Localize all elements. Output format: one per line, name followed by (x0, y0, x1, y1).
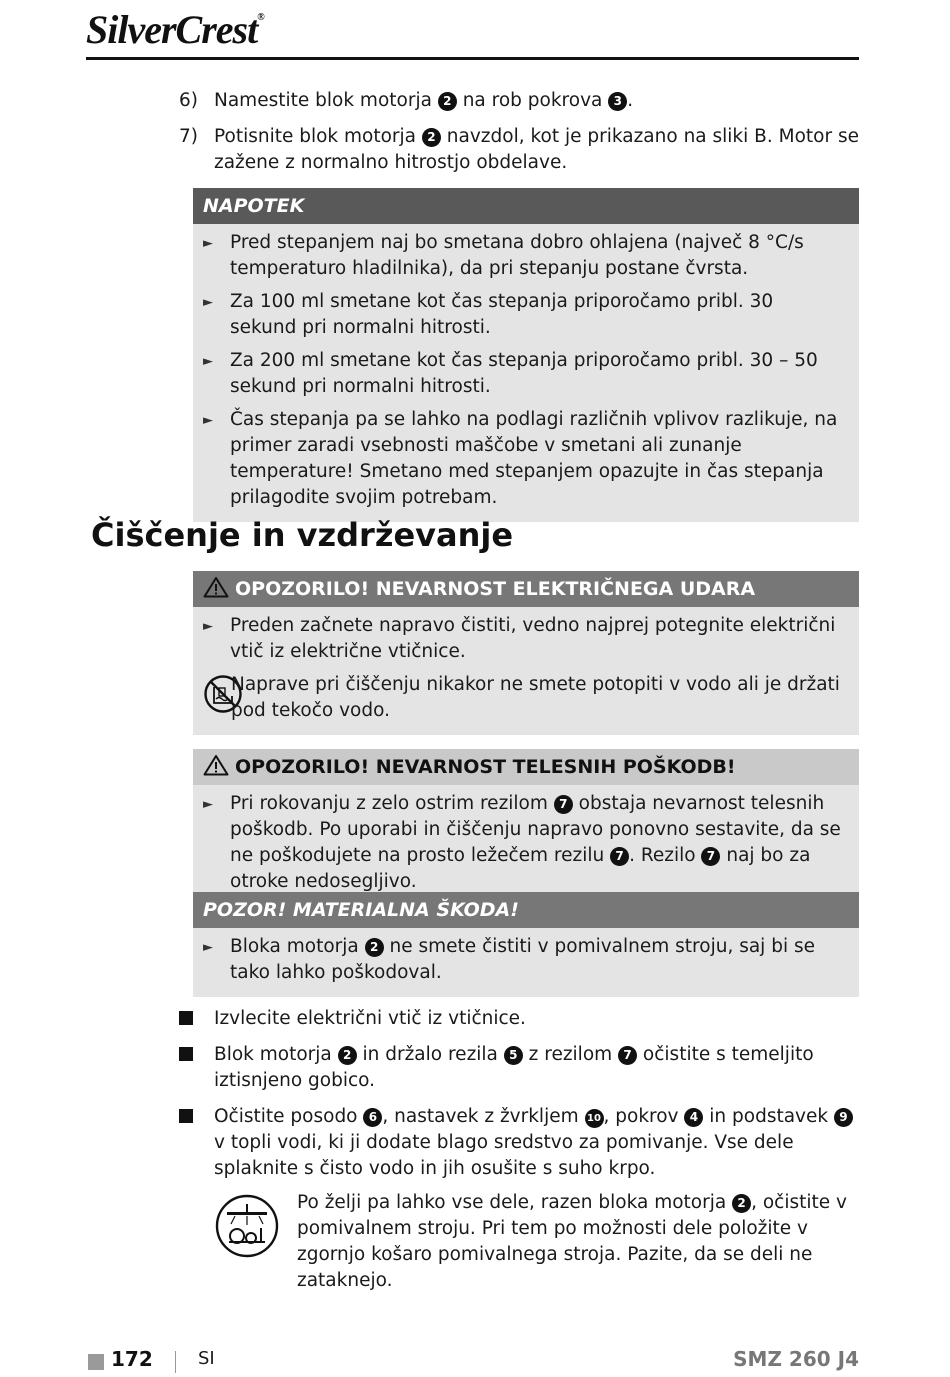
part-number-badge: 7 (701, 847, 720, 866)
warning-item: ► Preden začnete napravo čistiti, vedno najprej potegnite električni vtič iz električne vtičnice. (203, 613, 845, 665)
warning-triangle-icon (203, 576, 229, 598)
part-number-badge: 2 (732, 1194, 751, 1213)
step-number: 7) (179, 126, 198, 147)
step-number: 6) (179, 90, 198, 111)
arrow-bullet-icon: ► (203, 940, 213, 955)
electric-warning-box (193, 571, 859, 735)
steps-list (179, 88, 859, 186)
note-item: ► Za 100 ml smetane kot čas stepanja priporočamo pribl. 30 sekund pri normalni hitrosti. (203, 289, 845, 341)
part-number-badge: 2 (338, 1046, 357, 1065)
arrow-bullet-icon: ► (203, 797, 213, 812)
warning-item: ► Pri rokovanju z zelo ostrim rezilom 7 obstaja nevarnost telesnih poškodb. Po uporabi in čiščenju napravo ponovno sestavite, da se ne poškodujete na prosto ležečem rezilu 7 . Rezilo 7 naj bo za otroke nedosegljivo. (203, 791, 845, 895)
note-item: ► Čas stepanja pa se lahko na podlagi različnih vplivov razlikuje, na primer zaradi vsebnosti maščobe v smetani ali zunanje temperature! Smetano med stepanjem opazujte in čas stepanja prilagodite svojim potrebam. (203, 407, 845, 511)
part-number-badge: 4 (684, 1108, 703, 1127)
model-number: SMZ 260 J4 (733, 1347, 859, 1371)
note-title: NAPOTEK (193, 188, 859, 224)
arrow-bullet-icon: ► (203, 619, 213, 634)
part-number-badge: 3 (608, 92, 627, 111)
footer-divider (175, 1351, 176, 1373)
part-number-badge: 7 (554, 795, 573, 814)
part-number-badge: 2 (365, 938, 384, 957)
caution-title: POZOR! MATERIALNA ŠKODA! (193, 892, 859, 928)
arrow-bullet-icon: ► (203, 236, 213, 251)
language-code: SI (198, 1348, 215, 1369)
square-bullet-icon (179, 1042, 214, 1094)
note-item: ► Pred stepanjem naj bo smetana dobro ohlajena (največ 8 °C/s temperaturo hladilnika), da pri stepanju postane čvrsta. (203, 230, 845, 282)
dishwasher-note: Po želji pa lahko vse dele, razen bloka motorja 2 , očistite v pomivalnem stroju. Pri tem po možnosti dele položite v zgornjo košaro pomivalnega stroja. Pazite, da se deli ne zataknejo. (215, 1190, 859, 1294)
step-text: Potisnite blok motorja 2 navzdol, kot je prikazano na sliki B. Motor se zažene z normalno hitrostjo obdelave. (214, 126, 859, 173)
caution-item: ► Bloka motorja 2 ne smete čistiti v pomivalnem stroju, saj bi se tako lahko poškodoval. (203, 934, 845, 986)
injury-warning-title: OPOZORILO! NEVARNOST TELESNIH POŠKODB! (193, 749, 859, 785)
part-number-badge: 6 (363, 1108, 382, 1127)
square-bullet-icon (179, 1104, 214, 1182)
step-item (179, 88, 859, 114)
header-rule (86, 57, 859, 60)
page-footer (86, 1347, 859, 1377)
warning-triangle-icon (203, 754, 229, 776)
part-number-badge: 2 (438, 92, 457, 111)
page-number: 172 (111, 1347, 153, 1371)
arrow-bullet-icon: ► (203, 354, 213, 369)
instruction-item: Očistite posodo 6 , nastavek z žvrkljem 10 , pokrov 4 in podstavek 9 v topli vodi, ki ji dodate blago sredstvo za pomivanje. Vse dele splaknite s čisto vodo in jih osušite s suho krpo. (179, 1104, 859, 1182)
step-item (179, 124, 859, 176)
part-number-badge: 7 (618, 1046, 637, 1065)
cleaning-instructions (179, 1006, 859, 1192)
step-text: Namestite blok motorja 2 na rob pokrova 3 . (214, 90, 634, 111)
section-heading: Čiščenje in vzdrževanje (91, 516, 514, 554)
note-box (193, 188, 859, 522)
caution-box (193, 892, 859, 997)
warning-icon-item: Naprave pri čiščenju nikakor ne smete potopiti v vodo ali je držati pod tekočo vodo. (203, 672, 845, 724)
instruction-item: Izvlecite električni vtič iz vtičnice. (179, 1006, 859, 1032)
electric-warning-title: OPOZORILO! NEVARNOST ELEKTRIČNEGA UDARA (193, 571, 859, 607)
part-number-badge: 5 (504, 1046, 523, 1065)
part-number-badge: 7 (610, 847, 629, 866)
arrow-bullet-icon: ► (203, 295, 213, 310)
footer-square-icon (88, 1354, 104, 1370)
part-number-badge: 9 (834, 1108, 853, 1127)
brand-logo: SilverCrest® (86, 7, 264, 52)
arrow-bullet-icon: ► (203, 413, 213, 428)
square-bullet-icon (179, 1006, 214, 1032)
injury-warning-box (193, 749, 859, 906)
note-item: ► Za 200 ml smetane kot čas stepanja priporočamo pribl. 30 – 50 sekund pri normalni hitrosti. (203, 348, 845, 400)
dishwasher-icon (215, 1190, 297, 1294)
part-number-badge: 10 (585, 1109, 604, 1128)
part-number-badge: 2 (422, 128, 441, 147)
instruction-item: Blok motorja 2 in držalo rezila 5 z rezilom 7 očistite s temeljito iztisnjeno gobico. (179, 1042, 859, 1094)
